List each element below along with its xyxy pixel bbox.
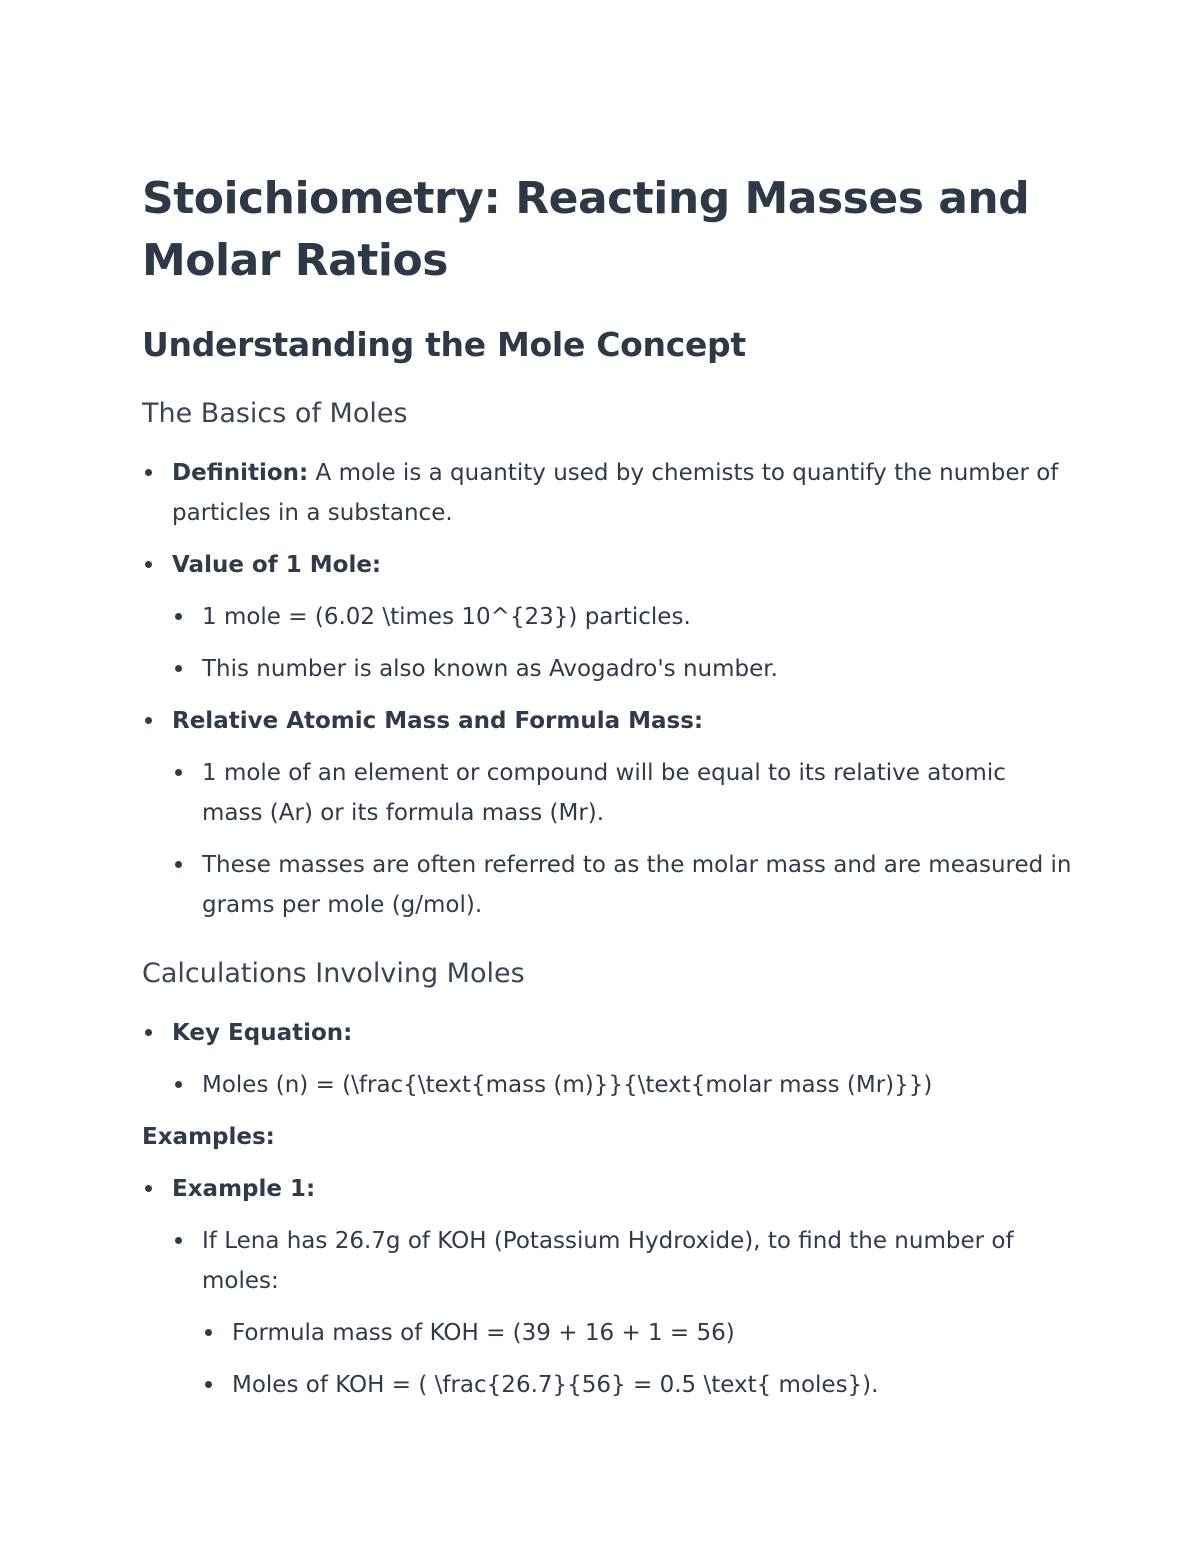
value-item-text: 1 mole = (6.02 \times 10^{23}) particles. — [202, 604, 691, 630]
bullet-icon — [145, 469, 152, 476]
calculations-list — [142, 1013, 1072, 1105]
mass-item-text: These masses are often referred to as the molar mass and are measured in grams per mole (g/mol). — [202, 852, 1072, 918]
example-1-sublist — [172, 1221, 1072, 1405]
list-item — [202, 1313, 1072, 1353]
bullet-icon — [205, 1329, 212, 1336]
list-item — [202, 1365, 1072, 1405]
value-item-text: This number is also known as Avogadro's number. — [202, 656, 778, 682]
list-item — [172, 1065, 1072, 1105]
example-1-text: If Lena has 26.7g of KOH (Potassium Hydroxide), to find the number of moles: — [202, 1228, 1014, 1294]
bullet-icon — [175, 613, 182, 620]
list-item-example-1 — [142, 1169, 1072, 1405]
bullet-icon — [145, 1029, 152, 1036]
mass-item-text: 1 mole of an element or compound will be equal to its relative atomic mass (Ar) or its formula mass (Mr). — [202, 760, 1006, 826]
value-label: Value of 1 Mole: — [172, 552, 382, 578]
section-heading: Understanding the Mole Concept — [142, 325, 746, 364]
example-1-step-text: Moles of KOH = ( \frac{26.7}{56} = 0.5 \text{ moles}). — [232, 1372, 879, 1398]
list-item — [172, 1221, 1072, 1405]
key-equation-text: Moles (n) = (\frac{\text{mass (m)}}{\text{molar mass (Mr)}}) — [202, 1072, 933, 1098]
subsection-heading-basics: The Basics of Moles — [142, 398, 408, 429]
examples-label: Examples: — [142, 1124, 275, 1150]
bullet-icon — [145, 1185, 152, 1192]
list-item-value — [142, 545, 1072, 689]
example-1-step-text: Formula mass of KOH = (39 + 16 + 1 = 56) — [232, 1320, 735, 1346]
key-equation-label: Key Equation: — [172, 1020, 353, 1046]
mass-label: Relative Atomic Mass and Formula Mass: — [172, 708, 704, 734]
list-item-mass — [142, 701, 1072, 925]
definition-text: A mole is a quantity used by chemists to quantify the number of particles in a substance. — [172, 460, 1059, 526]
document-page — [142, 168, 1072, 1405]
bullet-icon — [175, 665, 182, 672]
bullet-icon — [145, 717, 152, 724]
value-sublist — [172, 597, 1072, 689]
bullet-icon — [175, 861, 182, 868]
list-item — [172, 649, 1072, 689]
bullet-icon — [175, 1081, 182, 1088]
mass-sublist — [172, 753, 1072, 925]
subsection-heading-calculations: Calculations Involving Moles — [142, 958, 525, 989]
document-title: Stoichiometry: Reacting Masses and Molar Ratios — [142, 173, 1030, 286]
list-item — [172, 753, 1072, 833]
list-item-definition — [142, 453, 1072, 533]
bullet-icon — [145, 561, 152, 568]
bullet-icon — [175, 1237, 182, 1244]
example-1-steps — [202, 1313, 1072, 1405]
bullet-icon — [175, 769, 182, 776]
examples-list — [142, 1169, 1072, 1405]
definition-label: Definition: — [172, 460, 309, 486]
basics-list — [142, 453, 1072, 925]
key-equation-sublist — [172, 1065, 1072, 1105]
bullet-icon — [205, 1381, 212, 1388]
example-1-label: Example 1: — [172, 1176, 316, 1202]
list-item — [172, 845, 1072, 925]
list-item — [172, 597, 1072, 637]
list-item-key-equation — [142, 1013, 1072, 1105]
